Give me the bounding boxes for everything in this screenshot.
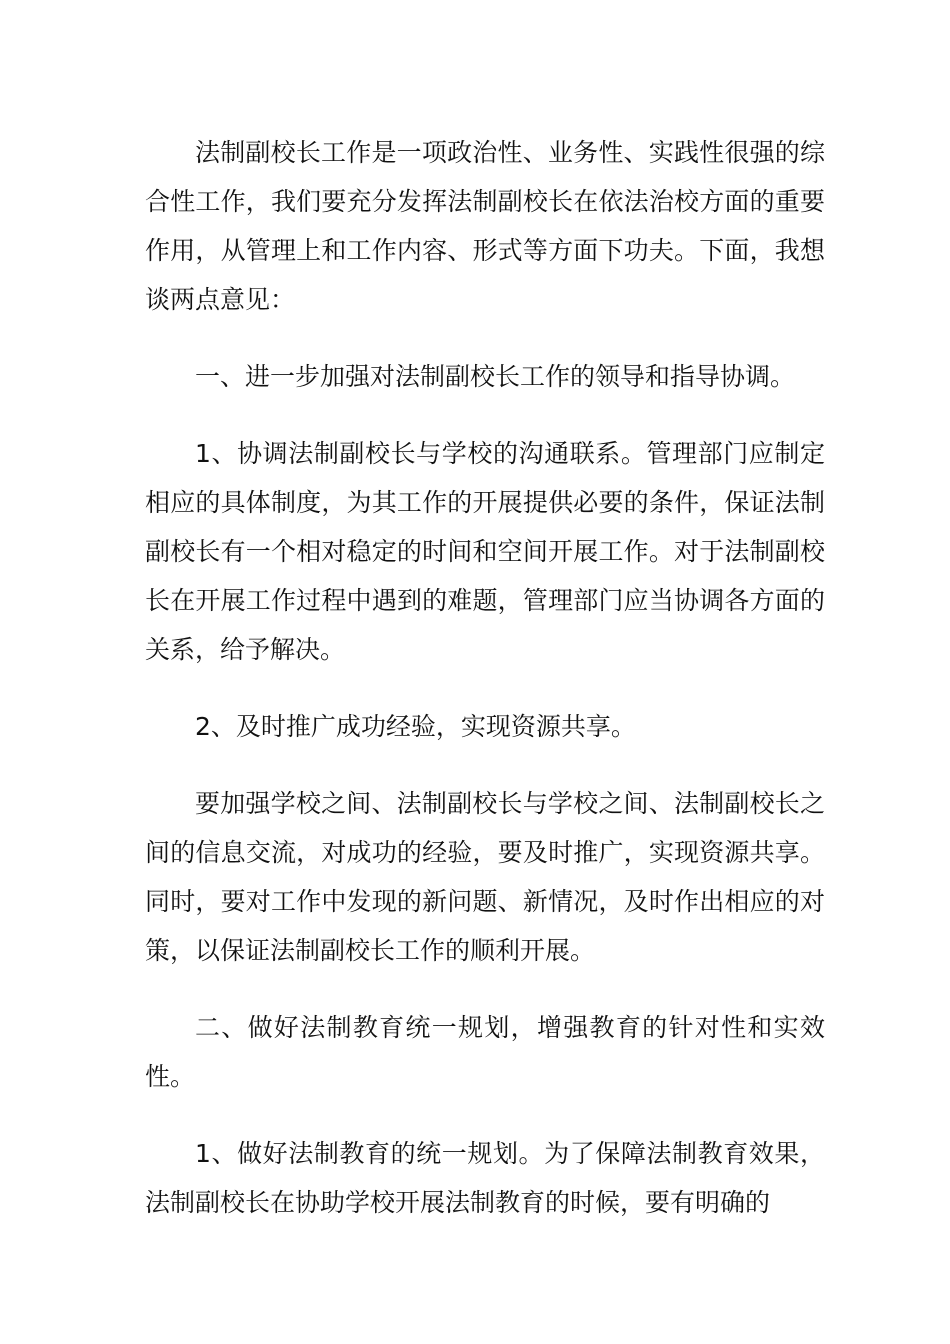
heading-section-one: 一、进一步加强对法制副校长工作的领导和指导协调。	[195, 362, 796, 391]
document-body	[145, 128, 825, 1255]
heading-section-two: 二、做好法制教育统一规划，增强教育的针对性和实效性。	[145, 1013, 825, 1091]
paragraph-item-1-coordination: 1、协调法制副校长与学校的沟通联系。管理部门应制定相应的具体制度，为其工作的开展提供必要的条件，保证法制副校长有一个相对稳定的时间和空间开展工作。对于法制副校长在开展工作过程中遇到的难题，管理部门应当协调各方面的关系，给予解决。	[145, 439, 825, 664]
paragraph-intro: 法制副校长工作是一项政治性、业务性、实践性很强的综合性工作，我们要充分发挥法制副校长在依法治校方面的重要作用，从管理上和工作内容、形式等方面下功夫。下面，我想谈两点意见：	[145, 138, 825, 314]
paragraph-item-1-planning: 1、做好法制教育的统一规划。为了保障法制教育效果，法制副校长在协助学校开展法制教育的时候，要有明确的	[145, 1139, 825, 1217]
paragraph-information-exchange: 要加强学校之间、法制副校长与学校之间、法制副校长之间的信息交流，对成功的经验，要及时推广，实现资源共享。同时，要对工作中发现的新问题、新情况，及时作出相应的对策，以保证法制副校长工作的顺利开展。	[145, 789, 825, 965]
paragraph-item-2-promotion: 2、及时推广成功经验，实现资源共享。	[195, 712, 636, 741]
